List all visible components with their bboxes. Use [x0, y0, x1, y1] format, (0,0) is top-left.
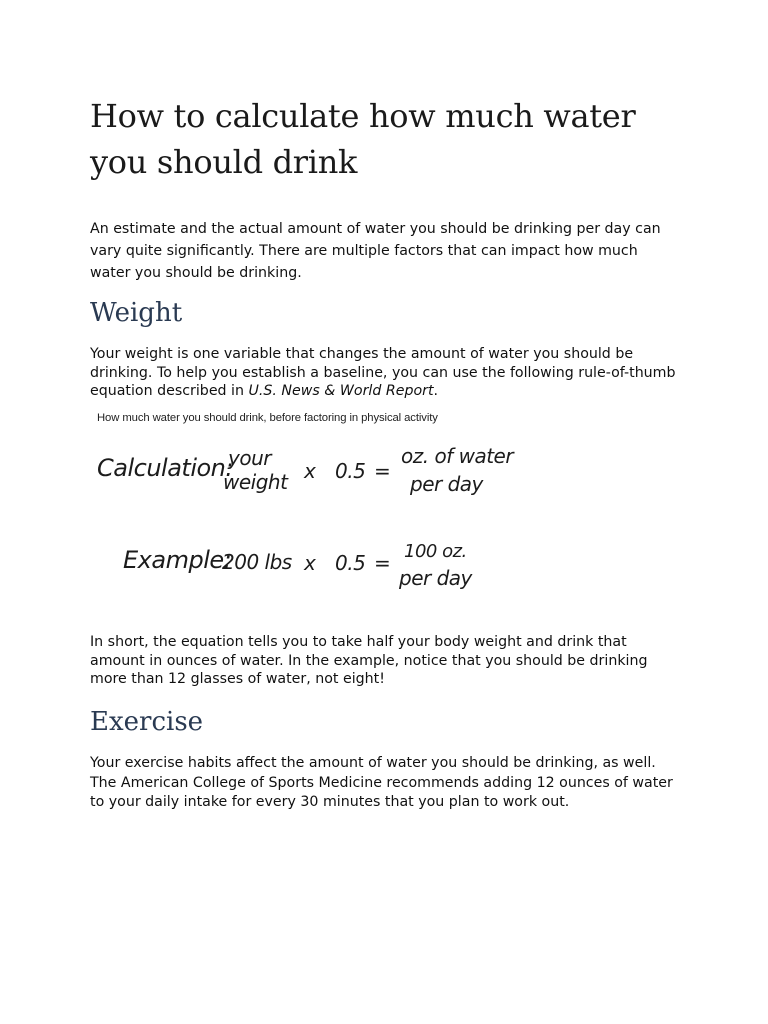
- calculation-term-your: your: [228, 446, 271, 470]
- weight-paragraph: [90, 345, 680, 401]
- source-name: U.S. News & World Report: [248, 383, 434, 400]
- weight-heading: Weight: [90, 298, 183, 328]
- page-title: How to calculate how much water you should drink: [90, 97, 636, 181]
- example-operator: x: [304, 551, 316, 575]
- figure-caption: How much water you should drink, before factoring in physical activity: [97, 412, 438, 424]
- intro-paragraph: An estimate and the actual amount of water you should be drinking per day can vary quite significantly. There are multiple factors that can impact how much water you should be drinking.: [90, 221, 661, 281]
- example-label: Example:: [123, 546, 232, 574]
- calculation-label: Calculation:: [97, 454, 233, 482]
- example-equals: =: [374, 551, 391, 575]
- example-term: 200 lbs: [222, 550, 292, 574]
- example-result-line2: per day: [399, 566, 472, 590]
- exercise-heading: Exercise: [90, 707, 204, 737]
- calculation-result-line1: oz. of water: [401, 444, 514, 468]
- example-factor: 0.5: [335, 551, 366, 575]
- calculation-term-weight: weight: [223, 470, 288, 494]
- calculation-result-line2: per day: [410, 472, 483, 496]
- water-equation-figure: [90, 410, 550, 610]
- weight-paragraph-text: Your weight is one variable that changes the amount of water you should be drinking. To help you establish a baseline, you can use the following rule-of-thumb equation described in: [90, 346, 676, 400]
- weight-paragraph-end: .: [433, 383, 439, 400]
- exercise-paragraph: Your exercise habits affect the amount of water you should be drinking, as well. The American College of Sports Medicine recommends adding 12 ounces of water to your daily intake for every 30 minutes that you plan to work out.: [90, 755, 673, 810]
- calculation-operator: x: [304, 459, 316, 483]
- calculation-factor: 0.5: [335, 459, 366, 483]
- explanation-paragraph: In short, the equation tells you to take half your body weight and drink that amount in ounces of water. In the example, notice that you should be drinking more than 12 glasses of water, not eight!: [90, 634, 648, 688]
- calculation-equals: =: [374, 459, 391, 483]
- example-result-line1: 100 oz.: [404, 541, 467, 562]
